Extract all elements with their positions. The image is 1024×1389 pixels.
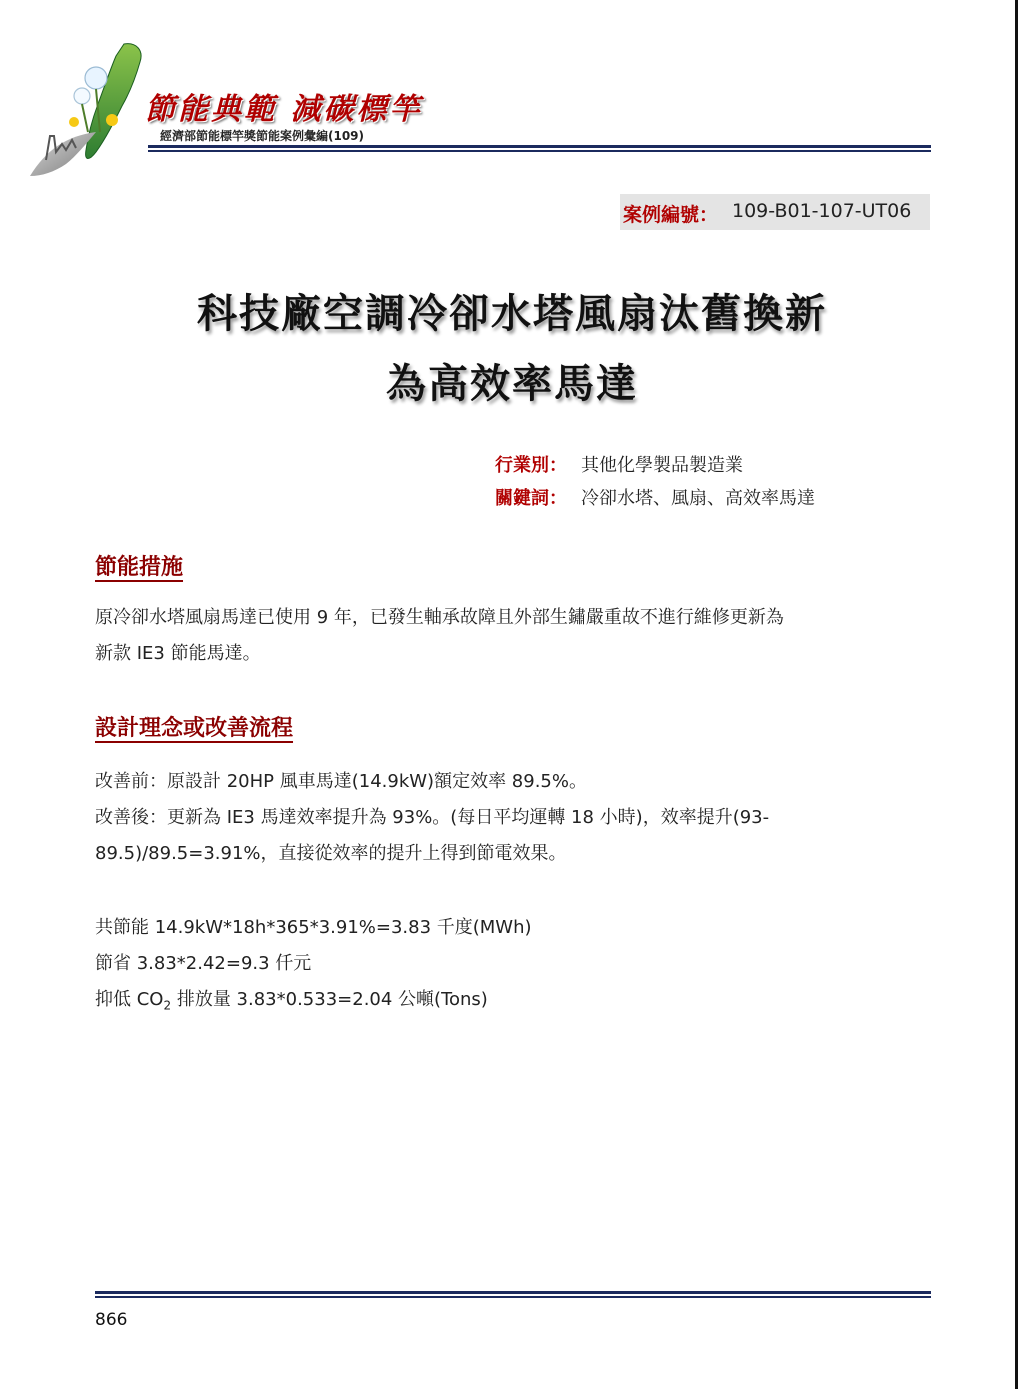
section-heading-design: 設計理念或改善流程 [95, 716, 294, 741]
industry-label: 行業別： [495, 455, 567, 476]
measures-text-line: 新款 IE3 節能馬達。 [95, 643, 261, 664]
co2-subscript: 2 [163, 998, 172, 1013]
page-title-line2: 為高效率馬達 [386, 361, 638, 407]
after-improvement-text: 89.5)/89.5=3.91%，直接從效率的提升上得到節電效果。 [95, 843, 567, 864]
taiwan-logo-icon [26, 40, 156, 180]
after-improvement-text: 改善後：更新為 IE3 馬達效率提升為 93%。(每日平均運轉 18 小時)，效率提升(93- [95, 807, 770, 828]
page-edge [1015, 0, 1018, 1389]
industry-value: 其他化學製品製造業 [581, 455, 743, 476]
footer-rule [95, 1291, 931, 1294]
header-rule [148, 150, 931, 152]
case-number-label: 案例編號： [623, 204, 719, 226]
co2-prefix: 抑低 CO [95, 989, 164, 1010]
co2-reduction-text [95, 982, 488, 1024]
keywords-value: 冷卻水塔、風扇、高效率馬達 [581, 488, 815, 509]
header-rule [148, 145, 931, 148]
keywords-label: 關鍵詞： [495, 488, 567, 509]
page-title-line1: 科技廠空調冷卻水塔風扇汰舊換新 [197, 291, 827, 337]
case-number-value: 109-B01-107-UT06 [732, 200, 912, 222]
publication-subtitle: 經濟部節能標竿獎節能案例彙編(109) [160, 129, 365, 143]
energy-saving-text: 共節能 14.9kW*18h*365*3.91%=3.83 千度(MWh) [95, 917, 532, 938]
before-improvement-text: 改善前：原設計 20HP 風車馬達(14.9kW)額定效率 89.5%。 [95, 771, 587, 792]
co2-suffix: 排放量 3.83*0.533=2.04 公噸(Tons) [171, 989, 488, 1010]
cost-saving-text: 節省 3.83*2.42=9.3 仟元 [95, 953, 312, 974]
footer-rule [95, 1296, 931, 1298]
brand-title: 節能典範 減碳標竿 [145, 92, 423, 127]
page-number: 866 [95, 1310, 128, 1330]
section-heading-measures: 節能措施 [95, 555, 184, 580]
measures-text-line: 原冷卻水塔風扇馬達已使用 9 年，已發生軸承故障且外部生鏽嚴重故不進行維修更新為 [95, 607, 784, 628]
